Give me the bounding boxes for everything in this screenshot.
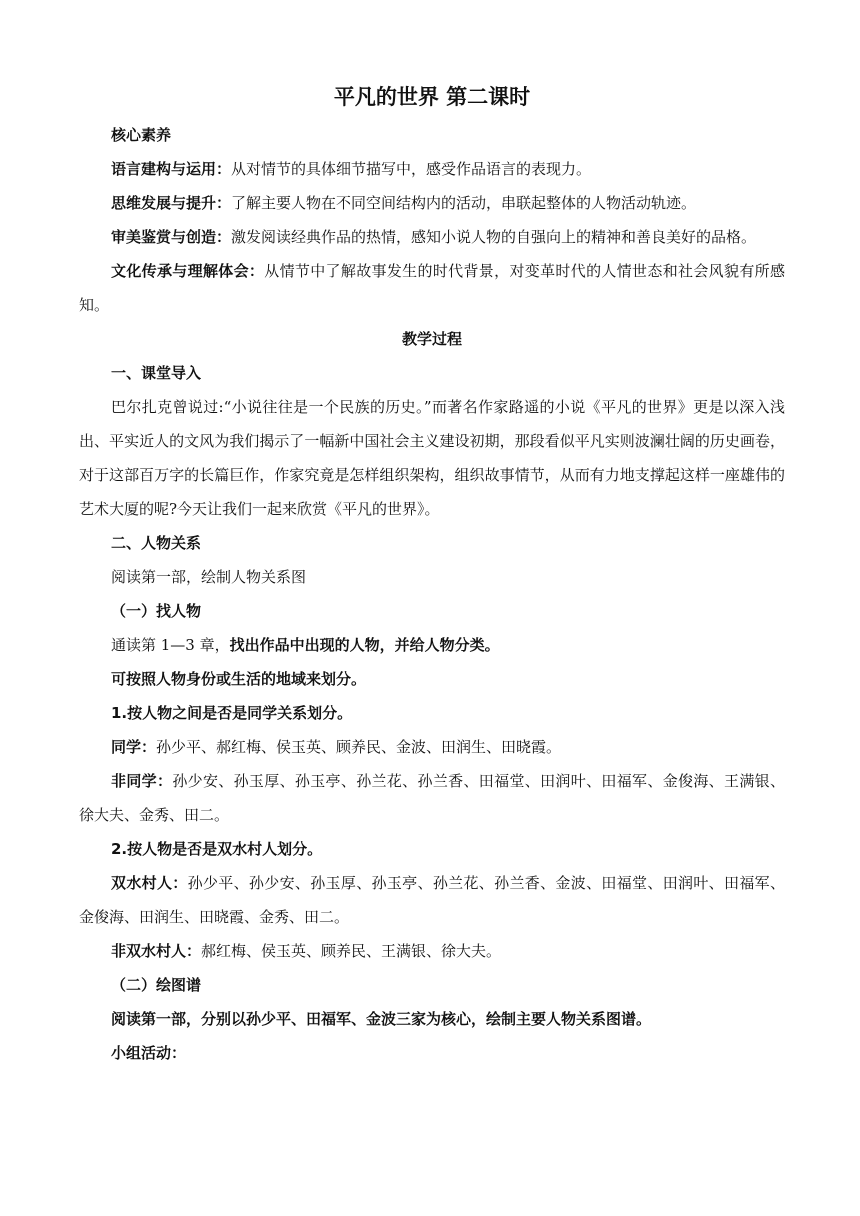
- sub2-group-activity: 小组活动：: [111, 1044, 187, 1062]
- section2-intro: 阅读第一部，绘制人物关系图: [111, 568, 307, 586]
- core-item-label: 文化传承与理解体会：: [111, 262, 265, 280]
- sub2-task: 阅读第一部，分别以孙少平、田福军、金波三家为核心，绘制主要人物关系图谱。: [111, 1010, 652, 1028]
- cat2-group-villagers: [79, 866, 785, 934]
- core-item-text: 激发阅读经典作品的热情，感知小说人物的自强向上的精神和善良美好的品格。: [231, 228, 757, 246]
- cat2-group-nonvillagers: [79, 934, 785, 968]
- sub1-task: 通读第 1—3 章，找出作品中出现的人物，并给人物分类。: [111, 636, 500, 654]
- section1-text: 巴尔扎克曾说过:“小说往往是一个民族的历史。”而著名作家路遥的小说《平凡的世界》更是以深入浅出、平实近人的文风为我们揭示了一幅新中国社会主义建设初期，那段看似平凡实则波澜壮阔的历史画卷，对于这部百万字的长篇巨作，作家究竟是怎样组织架构，组织故事情节，从而有力地支撑起这样一座雄伟的艺术大厦的呢?今天让我们一起来欣赏《平凡的世界》。: [79, 398, 785, 518]
- group-label: 双水村人：: [111, 874, 188, 892]
- process-heading: 教学过程: [401, 330, 462, 348]
- core-item-label: 语言建构与运用：: [111, 160, 232, 178]
- group-label: 非双水村人：: [111, 942, 202, 960]
- core-heading: 核心素养: [111, 126, 172, 144]
- page-title: 平凡的世界 第二课时: [333, 85, 531, 109]
- core-item-thinking: [79, 186, 785, 220]
- group-text: 孙少平、郝红梅、侯玉英、顾养民、金波、田润生、田晓霞。: [156, 738, 562, 756]
- sub1-heading: （一）找人物: [111, 602, 202, 620]
- sub2-heading: （二）绘图谱: [111, 976, 202, 994]
- core-item-label: 审美鉴赏与创造：: [111, 228, 232, 246]
- group-text: 孙少平、孙少安、孙玉厚、孙玉亭、孙兰花、孙兰香、金波、田福堂、田润叶、田福军、金俊海、田润生、田晓霞、金秀、田二。: [79, 874, 785, 926]
- group-label: 同学：: [111, 738, 157, 756]
- cat1-heading: 1.按人物之间是否是同学关系划分。: [111, 704, 353, 722]
- group-text: 孙少安、孙玉厚、孙玉亭、孙兰花、孙兰香、田福堂、田润叶、田福军、金俊海、王满银、徐大夫、金秀、田二。: [79, 772, 785, 824]
- cat2-heading: 2.按人物是否是双水村人划分。: [111, 840, 323, 858]
- core-item-text: 从情节中了解故事发生的时代背景，对变革时代的人情世态和社会风貌有所感知。: [79, 262, 785, 314]
- core-item-language: [79, 152, 785, 186]
- sub1-hint: 可按照人物身份或生活的地域来划分。: [111, 670, 367, 688]
- cat1-group-classmates: [79, 730, 785, 764]
- core-item-label: 思维发展与提升：: [111, 194, 232, 212]
- section1-heading: 一、课堂导入: [111, 364, 202, 382]
- document-page: [79, 82, 785, 1070]
- core-item-aesthetic: [79, 220, 785, 254]
- core-item-text: 从对情节的具体细节描写中，感受作品语言的表现力。: [231, 160, 592, 178]
- section2-heading: 二、人物关系: [111, 534, 202, 552]
- core-item-text: 了解主要人物在不同空间结构内的活动，串联起整体的人物活动轨迹。: [231, 194, 697, 212]
- cat1-group-nonclassmates: [79, 764, 785, 832]
- group-label: 非同学：: [111, 772, 173, 790]
- group-text: 郝红梅、侯玉英、顾养民、王满银、徐大夫。: [201, 942, 502, 960]
- core-item-culture: [79, 254, 785, 322]
